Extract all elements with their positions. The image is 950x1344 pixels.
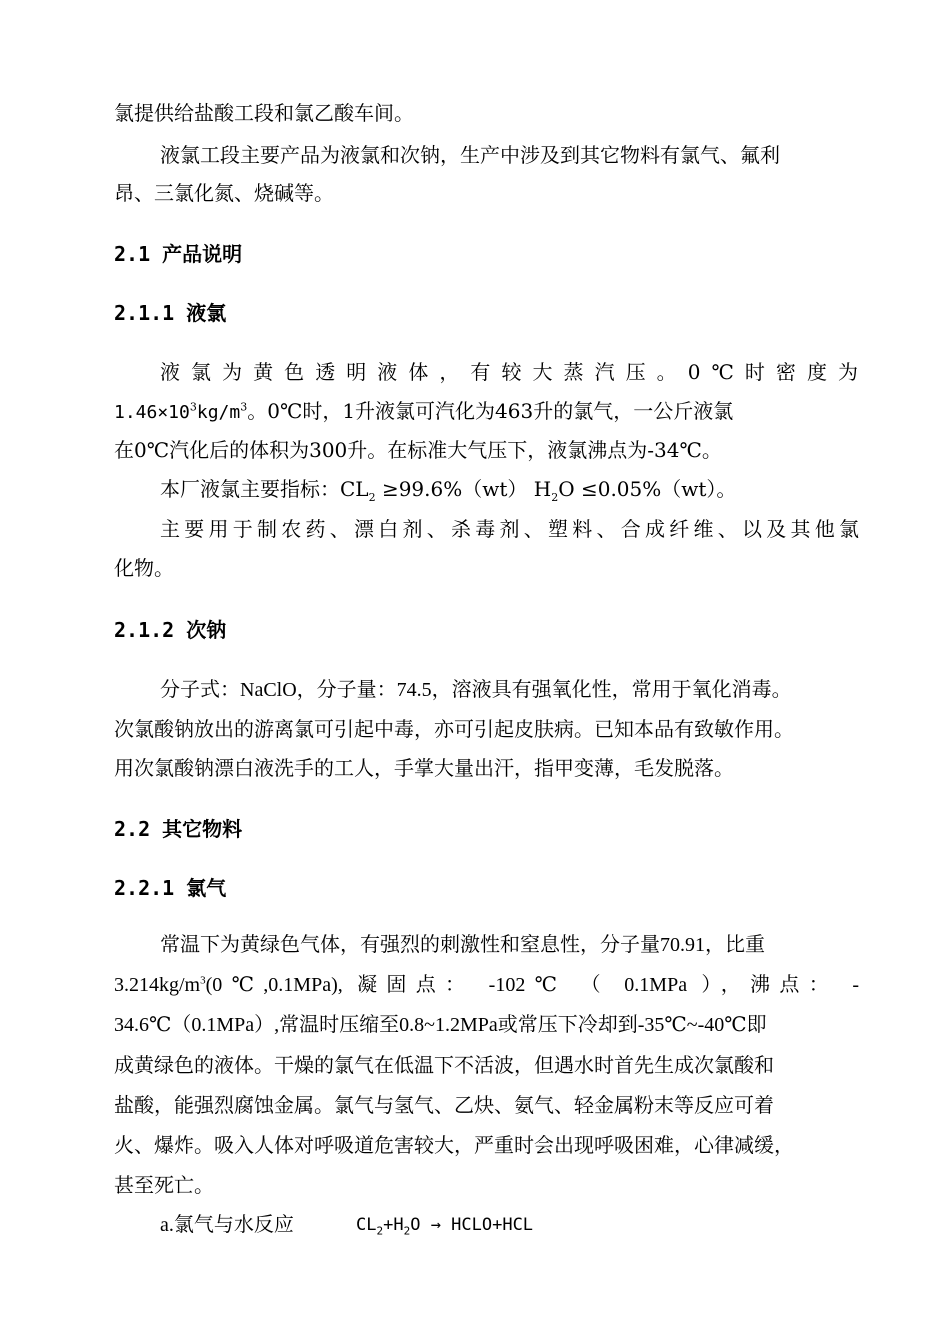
paragraph-line: 化物。 [114, 556, 174, 580]
superscript: 3 [240, 400, 248, 414]
text-run: +H [383, 1215, 404, 1235]
subscript: 2 [368, 491, 376, 504]
paragraph-line: 液氯工段主要产品为液氯和次钠，生产中涉及到其它物料有氯气、氟利 [160, 143, 780, 167]
paragraph-line: 甚至死亡。 [114, 1173, 214, 1197]
equation-label: a.氯气与水反应 [160, 1214, 294, 1236]
superscript: 3 [200, 974, 206, 987]
paragraph-line: 液氯为黄色透明液体，有较大蒸汽压。0℃时密度为 [160, 360, 859, 384]
paragraph-line: 氯提供给盐酸工段和氯乙酸车间。 [114, 101, 414, 125]
paragraph-line: 用次氯酸钠漂白液洗手的工人，手掌大量出汗，指甲变薄，毛发脱落。 [114, 756, 734, 780]
text-run: CL [356, 1215, 377, 1235]
text-run: O ≤0.05%（wt）。 [558, 477, 737, 501]
section-heading-2-2-1: 2.2.1 氯气 [114, 876, 227, 900]
paragraph-line: 火、爆炸。吸入人体对呼吸道危害较大，严重时会出现呼吸困难，心律减缓， [114, 1133, 794, 1157]
chemical-equation [356, 1210, 533, 1240]
section-heading-2-2: 2.2 其它物料 [114, 817, 243, 841]
paragraph-line: 在0℃汽化后的体积为300升。在标准大气压下，液氯沸点为-34℃。 [114, 438, 722, 462]
section-heading-2-1-1: 2.1.1 液氯 [114, 301, 227, 325]
superscript: 3 [189, 400, 197, 414]
text-run: 3.214kg/m [114, 974, 201, 996]
text-run: 本厂液氯主要指标：CL [160, 477, 369, 501]
paragraph-line: 34.6℃（0.1MPa）,常温时压缩至0.8~1.2MPa或常压下冷却到-35℃~-40℃即 [114, 1014, 767, 1036]
paragraph-line [114, 970, 859, 1000]
paragraph-line: 次氯酸钠放出的游离氯可引起中毒，亦可引起皮肤病。已知本品有致敏作用。 [114, 717, 794, 741]
paragraph-line [160, 474, 859, 504]
section-heading-2-1: 2.1 产品说明 [114, 242, 243, 266]
subscript: 2 [403, 1224, 411, 1238]
text-run: 。0℃时，1升液氯可汽化为463升的氯气，一公斤液氯 [247, 399, 734, 423]
paragraph-line: 盐酸，能强烈腐蚀金属。氯气与氢气、乙炔、氨气、轻金属粉末等反应可着 [114, 1093, 774, 1117]
text-run: (0℃,0.1MPa), 凝固点： -102℃ （ 0.1MPa ），沸点： - [205, 974, 859, 996]
paragraph-line [114, 396, 859, 428]
text-run: O → HCLO+HCL [410, 1215, 534, 1235]
section-heading-2-1-2: 2.1.2 次钠 [114, 618, 227, 642]
text-run: ≥99.6%（wt） H [375, 477, 552, 501]
paragraph-line: 成黄绿色的液体。干燥的氯气在低温下不活波，但遇水时首先生成次氯酸和 [114, 1053, 774, 1077]
paragraph-line: 常温下为黄绿色气体，有强烈的刺激性和窒息性，分子量70.91，比重 [160, 934, 765, 956]
paragraph-line: 主要用于制农药、漂白剂、杀毒剂、塑料、合成纤维、以及其他氯 [160, 517, 859, 541]
text-run: kg/m [196, 402, 241, 423]
paragraph-line: 分子式：NaClO，分子量：74.5，溶液具有强氧化性，常用于氧化消毒。 [160, 679, 792, 701]
paragraph-line: 昂、三氯化氮、烧碱等。 [114, 181, 334, 205]
subscript: 2 [551, 491, 559, 504]
subscript: 2 [376, 1224, 384, 1238]
text-run: 1.46×10 [114, 402, 190, 423]
